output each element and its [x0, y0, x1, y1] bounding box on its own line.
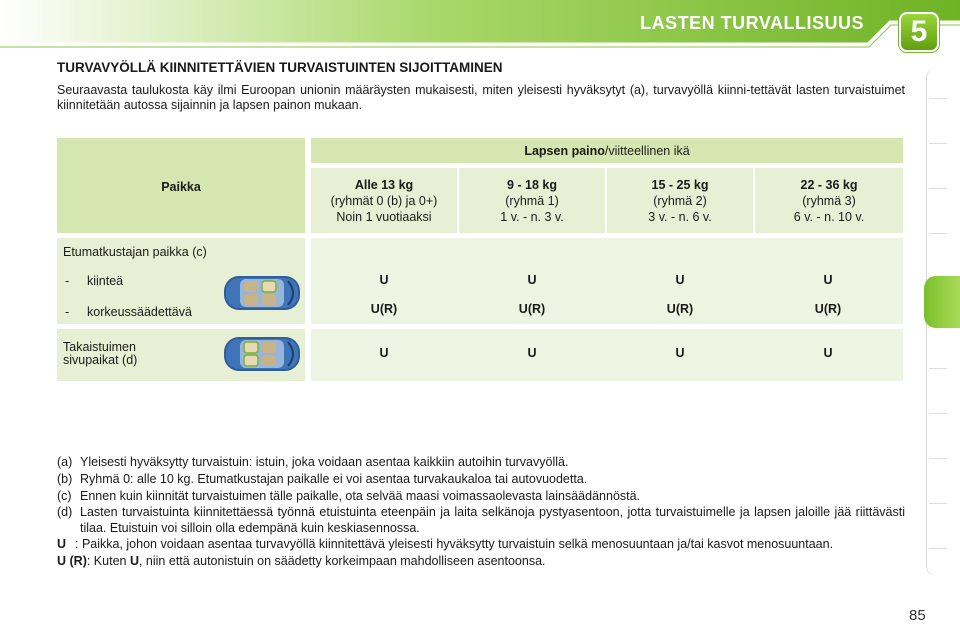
group-age: 6 v. - n. 10 v. [793, 210, 865, 224]
footnote-key: (a) [57, 455, 73, 469]
group-name: (ryhmä 2) [653, 194, 707, 208]
dash: - [65, 305, 70, 319]
page-number: 85 [909, 607, 926, 624]
place-header: Paikka [57, 138, 305, 233]
rear-side-label-line1: Takaistuimen [63, 340, 136, 354]
group-weight: 9 - 18 kg [506, 178, 558, 192]
side-tab-divider [929, 413, 947, 414]
side-tab-divider [929, 458, 947, 459]
footnote-b [57, 472, 905, 487]
footnote-d [57, 505, 905, 535]
group-weight: 15 - 25 kg [651, 178, 709, 192]
rear-side-value: U [675, 346, 685, 360]
footnote-key: (c) [57, 488, 72, 503]
car-front-seat-icon [222, 271, 302, 315]
footnote-text: Lasten turvaistuinta kiinnitettäessä työnnä etuistuinta eteenpäin ja laita selkänoja pystyasentoon, jotta turvaistuimelle ja lapsen jaloille jää riittävästi tilaa. Etuistuin voi silloin olla edempänä kuin keskiasennossa. [80, 505, 905, 535]
fixed-seat-label: kiinteä [87, 274, 124, 288]
side-tab-active-chapter[interactable] [924, 276, 960, 328]
rear-side-label-line2: sivupaikat (d) [63, 353, 138, 367]
footnote-key: U (R) [57, 554, 87, 569]
fixed-value: U [675, 273, 685, 287]
fixed-value: U [823, 273, 833, 287]
footnote-u [57, 537, 905, 552]
group-weight: Alle 13 kg [354, 178, 414, 192]
footnote-a [57, 455, 905, 470]
footnote-text: Ryhmä 0: alle 10 kg. Etumatkustajan paikalle ei voi asentaa turvakaukaloa tai autovuodetta. [80, 471, 588, 486]
side-tab-divider [929, 188, 947, 189]
group-header [459, 168, 605, 233]
adjustable-seat-label: korkeussäädettävä [87, 305, 192, 319]
group-name: (ryhmät 0 (b) ja 0+) [330, 194, 438, 208]
group-name: (ryhmä 3) [802, 194, 856, 208]
weight-header-bold: Lapsen paino [524, 144, 605, 158]
weight-header-rest: /viitteellinen ikä [604, 144, 690, 158]
footnote-text: : Kuten [86, 554, 130, 569]
side-tab-divider [929, 98, 947, 99]
group-weight: 22 - 36 kg [800, 178, 858, 192]
footnote-text: : Paikka, johon voidaan asentaa turvavyöllä kiinnitettävä yleisesti hyväksytty turvaistuin selkä menosuuntaan ja/tai kasvot menosuuntaan. [75, 537, 834, 552]
group-header [607, 168, 753, 233]
rear-side-value: U [379, 346, 389, 360]
intro-paragraph: Seuraavasta taulukosta käy ilmi Euroopan unionin määräysten mukaisesti, miten yleisesti hyväksytyt (a), turvavyöllä kiinni-tettävät lasten turvaistuimet kiinnitetään autossa sijainnin ja lapsen painon mukaan. [57, 83, 905, 112]
side-tab-divider [929, 503, 947, 504]
group-age: 1 v. - n. 3 v. [500, 210, 564, 224]
front-passenger-title: Etumatkustajan paikka (c) [63, 245, 207, 259]
group-header [755, 168, 903, 233]
group-age: 3 v. - n. 6 v. [648, 210, 712, 224]
footnote-key: U [57, 537, 67, 552]
footnote-text: Ennen kuin kiinnität turvaistuimen tälle paikalle, ota selvää maasi voimassaolevasta lainsäädännöstä. [80, 488, 641, 503]
fixed-value: U [527, 273, 537, 287]
rear-side-value: U [823, 346, 833, 360]
group-age: Noin 1 vuotiaaksi [336, 210, 432, 224]
weight-header [311, 138, 903, 163]
adjustable-value: U(R) [518, 302, 546, 316]
side-tab-divider [929, 143, 947, 144]
adjustable-value: U(R) [666, 302, 694, 316]
footnote-text: , niin että autonistuin on säädetty korkeimpaan mahdolliseen asentoonsa. [138, 554, 546, 569]
fixed-value: U [379, 273, 389, 287]
side-tab-divider [929, 233, 947, 234]
footnote-ur [57, 554, 905, 569]
footnotes [57, 455, 905, 571]
footnote-key: (d) [57, 505, 73, 520]
footnote-c [57, 489, 905, 504]
section-title: TURVAVYÖLLÄ KIINNITETTÄVIEN TURVAISTUINTEN SIJOITTAMINEN [57, 60, 503, 75]
chapter-header [0, 0, 960, 50]
chapter-title: LASTEN TURVALLISUUS [640, 13, 864, 33]
chapter-number-badge: 5 [899, 12, 939, 52]
adjustable-value: U(R) [370, 302, 398, 316]
side-tab-divider [929, 548, 947, 549]
group-name: (ryhmä 1) [505, 194, 559, 208]
car-rear-seat-icon [222, 332, 302, 376]
side-tab-divider [929, 368, 947, 369]
footnote-key-inline: U [129, 554, 139, 569]
footnote-key: (b) [57, 471, 73, 486]
dash: - [65, 274, 70, 288]
adjustable-value: U(R) [814, 302, 842, 316]
rear-side-value: U [527, 346, 537, 360]
group-header [311, 168, 457, 233]
footnote-text: Yleisesti hyväksytty turvaistuin: istuin, joka voidaan asentaa kaikkiin autoihin turvavyöllä. [80, 455, 569, 469]
